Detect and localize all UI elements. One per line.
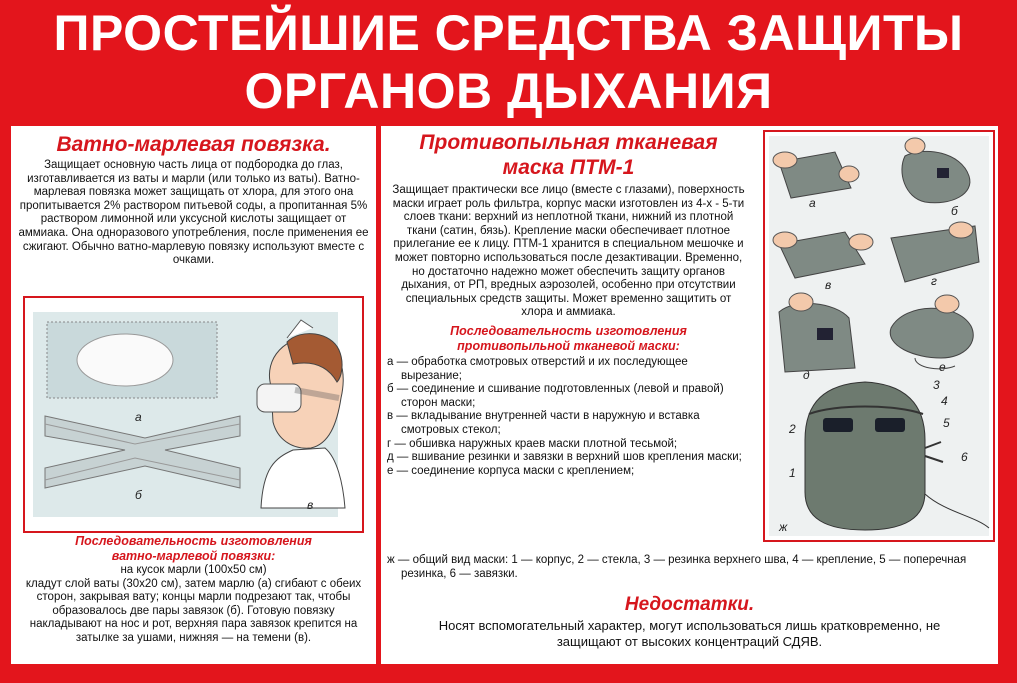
left-heading: Ватно-марлевая повязка.	[56, 133, 331, 156]
bandage-illustration	[25, 298, 362, 531]
ptm-heading-1: Противопыльная тканевая	[419, 131, 718, 154]
bandage-figure	[23, 296, 364, 533]
ptm-step: д — вшивание резинки и завязки в верхний шов крепления маски;	[387, 451, 742, 464]
figure-label-v: в	[307, 498, 314, 512]
ptm-steps-list	[387, 356, 748, 478]
ptm-step: е — соединение корпуса маски с креплением;	[387, 464, 635, 477]
fig-label-e: е	[939, 360, 946, 374]
ptm-step: в — вкладывание внутренней части в наружную и вставка смотровых стекол;	[387, 410, 700, 436]
left-seq-title-1: Последовательность изготовления	[75, 534, 312, 548]
fig-num-3: 3	[933, 378, 940, 392]
left-seq-text: кладут слой ваты (30x20 см), затем марлю (а) сгибают с обеих сторон, закрывая вату; концы марли подрезают так, чтобы образовалось две пары завязок (б). Готовую повязку накладывают на нос и рот, верхняя пара завязок крепится на затылке за ушами, нижняя — на темени (в).	[25, 577, 362, 644]
left-seq-title-2: ватно-марлевой повязки:	[111, 549, 276, 563]
flaws-title: Недостатки.	[624, 594, 755, 615]
flaws-section	[381, 594, 998, 650]
left-sequence	[11, 534, 376, 646]
title-line-1: ПРОСТЕЙШИЕ СРЕДСТВА ЗАЩИТЫ	[53, 5, 964, 61]
fig-label-d: д	[803, 368, 810, 382]
flaws-text: Носят вспомогательный характер, могут использоваться лишь кратковременно, не защищают от высоких концентраций СДЯВ.	[438, 618, 941, 649]
ptm-illustration	[765, 132, 993, 540]
fig-num-6: 6	[961, 450, 968, 464]
ptm-step: б — соединение и сшивание подготовленных (левой и правой) сторон маски;	[387, 383, 724, 409]
figure-label-b: б	[135, 488, 142, 502]
title-line-2: ОРГАНОВ ДЫХАНИЯ	[244, 63, 773, 119]
ptm-heading-2: маска ПТМ-1	[502, 156, 635, 179]
fig-num-5: 5	[943, 416, 950, 430]
ptm-section	[381, 130, 756, 478]
fig-label-v: в	[825, 278, 832, 292]
ptm-step: ж — общий вид маски: 1 — корпус, 2 — стекла, 3 — резинка верхнего шва, 4 — крепление, 5 — поперечная резинка, 6 — завязки.	[387, 554, 967, 580]
fig-label-b: б	[951, 204, 958, 218]
fig-label-zh: ж	[779, 520, 788, 534]
ptm-step-last-wrap	[387, 554, 987, 581]
ptm-description: Защищает практически все лицо (вместе с глазами), поверхность маски играет роль фильтра, корпус маски изготовлен из 4-х - 5-ти слоев ткани: верхний из неплотной ткани, нижний из плотной ткани (сатин, бязь). Крепление маски обеспечивает плотное прилегание ее к лицу. ПТМ-1 хранится в специальном мешочке и может повторно использоваться после дезактивации. Временно, но достаточно надежно может обеспечить защиту органов дыхания, от РП, вредных аэрозолей, особенно при отсутствии специальных средств защиты. Может временно защитить от хлора и аммиака.	[392, 184, 745, 319]
ptm-seq-title-2: противопыльной тканевой маски:	[457, 338, 680, 353]
middle-panel	[381, 126, 998, 664]
fig-label-a: а	[809, 196, 816, 210]
ptm-seq-title-1: Последовательность изготовления	[450, 323, 687, 338]
left-panel	[11, 126, 376, 664]
fig-num-4: 4	[941, 394, 948, 408]
ptm-step: а — обработка смотровых отверстий и их последующее вырезание;	[387, 355, 688, 382]
left-seq-line1: на кусок марли (100x50 см)	[120, 564, 267, 576]
fig-label-g: г	[931, 274, 937, 288]
poster-title	[0, 4, 1017, 120]
ptm-figure	[763, 130, 995, 542]
fig-num-1: 1	[789, 466, 796, 480]
ptm-step: г — обшивка наружных краев маски плотной тесьмой;	[387, 437, 678, 450]
left-description: Защищает основную часть лица от подбородка до глаз, изготавливается из ваты и марли (или только из ваты). Ватно-марлевая повязка может защищать от хлора, для этого она пропитывается 2% раствором питьевой соды, а пропитанная 5% раствором лимонной или уксусной кислоты защищает от аммиака. Она одноразового употребления, после применения ее сжигают. Обычно ватно-марлевую повязку используют вместе с очками.	[18, 159, 369, 267]
figure-label-a: а	[135, 410, 142, 424]
fig-num-2: 2	[789, 422, 796, 436]
ptm-steps-list-wide	[387, 554, 987, 581]
